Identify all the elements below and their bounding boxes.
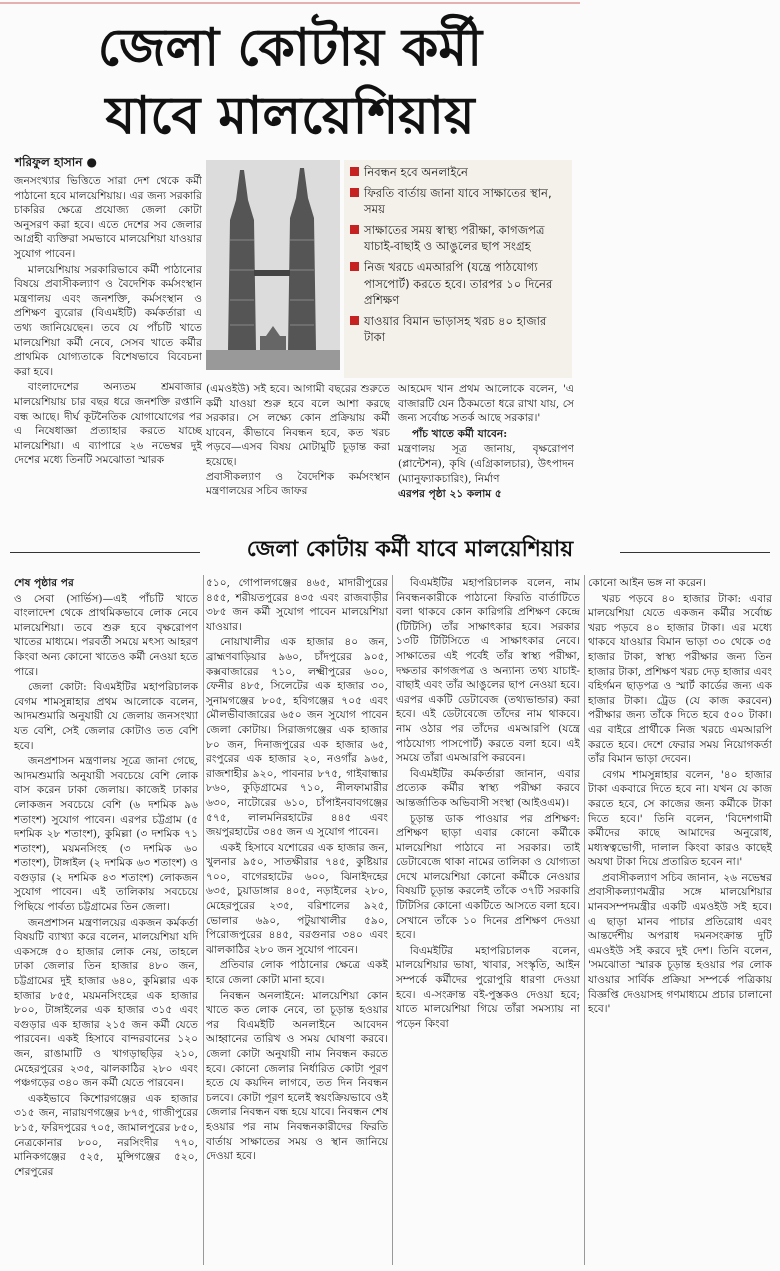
highlight-item: নিজ খরচে এমআরপি (যন্ত্রে পাঠযোগ্য পাসপোর্ট) করতে হবে। তারপর ১০ দিনের প্রশিক্ষণ [348, 259, 568, 309]
article-column-2: (এমওইউ) সই হবে। আগামী বছরের শুরুতে কর্মী যাওয়া শুরু হবে বলে আশা করছে সরকার। সে লক্ষ্যে কোন প্রক্রিয়ায় কর্মী যাবেন, কীভাবে নিবন্ধন হবে, কত খরচ পড়বে—এসব বিষয় মোটামুটি চূড়ান্ত করা হয়েছে। প্রবাসীকল্যাণ ও বৈদেশিক কর্মসংস্থান মন্ত্রণালয়ের সচিব জাফর [206, 383, 390, 498]
petronas-towers-photo [206, 160, 340, 370]
paragraph: চূড়ান্ত ডাক পাওয়ার পর প্রশিক্ষণ: প্রশিক্ষণ ছাড়া এবার কোনো কর্মীকে মালয়েশিয়া পাঠাবে না সরকার। তাই ডেটাবেজে থাকা নামের তালিকা ও যোগ্যতা দেখে মালয়েশিয়া কোনো কর্মীকে নেওয়ার বিষয়টি চূড়ান্ত করলেই তাঁকে ৩৭টি সরকারি টিটিসির কোনো একটিতে আসতে বলা হবে। সেখানে তাঁকে ১০ দিনের প্রশিক্ষণ দেওয়া হবে। [396, 812, 580, 942]
paragraph: ৫১০, গোপালগঞ্জের ৪৬৫, মাদারীপুরের ৪৫৫, শরীয়তপুরের ৪৩৫ এবং রাজবাড়ীর ৩৮৫ জন কর্মী সুযোগ পাবেন মালয়েশিয়া যাওয়ার। [206, 577, 388, 633]
paragraph: বিএমইটির মহাপরিচালক বলেন, মালয়েশিয়ার ভাষা, খাবার, সংস্কৃতি, আইন সম্পর্কে কর্মীদের পুরোপুরি ধারণা দেওয়া হবে। এ-সংক্রান্ত বই-পুস্তকও দেওয়া হবে; যাতে মালয়েশিয়া গিয়ে তাঁরা সমস্যায় না পড়েন কিংবা [396, 944, 580, 1030]
highlights-box [344, 160, 572, 378]
paragraph: প্রবাসীকল্যাণ সচিব জানান, ২৬ নভেম্বর প্রবাসীকল্যাণমন্ত্রীর সঙ্গে মালয়েশিয়ার মানবসম্পদমন্ত্রীর একটি এমওইউ সই হবে। এ ছাড়া মানব পাচার প্রতিরোধ এবং আন্তর্দেশীয় অপরাধ দমনসংক্রান্ত দুটি এমওইউ সই করবে দুই দেশ। তিনি বলেন, 'সমঝোতা স্মারক চূড়ান্ত হওয়ার পর লোক যাওয়ার সার্বিক প্রক্রিয়া সম্পর্কে পত্রিকায় বিজ্ঞপ্তি দেওয়াসহ গণমাধ্যমে প্রচার চালানো হবে।' [588, 871, 772, 1016]
header-rule-right [620, 552, 770, 553]
subheading-five-sectors: পাঁচ খাতে কর্মী যাবেন: [412, 427, 508, 440]
continuation-column-2 [206, 576, 388, 1266]
top-rule [0, 2, 580, 4]
paragraph: প্রতিবার লোক পাঠানোর ক্ষেত্রে একই হারে জেলা কোটা মানা হবে। [206, 959, 388, 987]
continued-on-label: এরপর পৃষ্ঠা ২১ কলাম ৫ [398, 488, 502, 501]
paragraph: নোয়াখালীর এক হাজার ৪০ জন, ব্রাহ্মণবাড়িয়ার ৯৬০, চাঁদপুরের ৯০৫, কক্সবাজারের ৭১০, লক্ষ্মীপুরের ৬০০, ফেনীর ৪৮৫, সিলেটের এক হাজার ৩০, সুনামগঞ্জের ৮০৫, হবিগঞ্জের ৭০৫ এবং মৌলভীবাজারের ৬৫০ জন সুযোগ পাবেন জেলা কোটায়। সিরাজগঞ্জের এক হাজার ৮০ জন, দিনাজপুরের এক হাজার ৬৫, রংপুরের এক হাজার ২০, নওগাঁর ৯৬৫, রাজশাহীর ৯২০, পাবনার ৮৭৫, গাইবান্ধার ৮৬০, কুড়িগ্রামের ৭১০, নীলফামারীর ৬৩০, নাটোরের ৬১০, চাঁপাইনবাবগঞ্জের ৫৭৫, লালমনিরহাটের ৪৪৫ এবং জয়পুরহাটের ৩৪৫ জন এ সুযোগ পাবেন। [206, 636, 388, 839]
paragraph: বিএমইটির মহাপরিচালক বলেন, নাম নিবন্ধনকারীকে পাঠানো ফিরতি বার্তাটিতে বলা থাকবে কোন কারিগরি প্রশিক্ষণ কেন্দ্রে (টিটিসি) তাঁর সাক্ষাৎকার হবে। সরকার ১৩টি টিটিসিতে এ সাক্ষাৎকার নেবে। সাক্ষাতের এই পর্বেই তাঁর স্বাস্থ্য পরীক্ষা, দক্ষতার কাগজপত্র ও অন্যান্য তথ্য যাচাই-বাছাই এবং তাঁর আঙুলের ছাপ নেওয়া হবে। এরপর একটি ডেটাবেজ (তথ্যভান্ডার) করা হবে। এই ডেটাবেজে তাঁদের নাম থাকবে। নাম ওঠার পর তাঁদের এমআরপি (যন্ত্রে পাঠযোগ্য পাসপোর্ট) করতে বলা হবে। এই সময়ে তাঁরা এমআরপি করবেন। [396, 577, 580, 765]
continuation-column-1 [14, 576, 198, 1266]
highlight-item: ফিরতি বার্তায় জানা যাবে সাক্ষাতের স্থান, সময় [348, 185, 568, 218]
from-page-label: শেষ পৃষ্ঠার পর [14, 577, 74, 589]
column-divider [392, 575, 393, 1265]
highlight-item: নিবন্ধন হবে অনলাইনে [348, 164, 568, 181]
continuation-column-4 [588, 576, 772, 1266]
paragraph: বিএমইটির কর্মকর্তারা জানান, এবার প্রত্যেক কর্মীর স্বাস্থ্য পরীক্ষা করবে আন্তর্জাতিক অভিবাসী সংস্থা (আইওএম)। [396, 767, 580, 809]
paragraph: মালয়েশিয়ায় সরকারিভাবে কর্মী পাঠানোর বিষয়ে প্রবাসীকল্যাণ ও বৈদেশিক কর্মসংস্থান মন্ত্রণালয় এবং জনশক্তি, কর্মসংস্থান ও প্রশিক্ষণ ব্যুরোর (বিএমইটি) কর্মকর্তারা এ তথ্য জানিয়েছেন। তবে যে পাঁচটি খাতে মালয়েশিয়া কর্মী নেবে, সেসব খাতে কর্মীর প্রাথমিক যোগ্যতাকে বিশেষভাবে বিবেচনা করা হবে। [14, 263, 202, 378]
article-column-3 [398, 382, 574, 522]
header-rule-left [10, 552, 200, 553]
paragraph: জনপ্রশাসন মন্ত্রণালয় সূত্রে জানা গেছে, আদমশুমারি অনুযায়ী সবচেয়ে বেশি লোক বাস করেন ঢাকা জেলায়। কাজেই ঢাকার লোকজন সবচেয়ে বেশি (৬ দশমিক ৯৬ শতাংশ) সুযোগ পাবেন। এরপর চট্টগ্রাম (৫ দশমিক ২৮ শতাংশ), কুমিল্লা (৩ দশমিক ৭১ শতাংশ), ময়মনসিংহ (৩ দশমিক ৬০ শতাংশ), টাঙ্গাইল (২ দশমিক ৬৩ শতাংশ) ও বগুড়ার (২ দশমিক ৪৩ শতাংশ) লোকজন সুযোগ পাবেন। এই তালিকায় সবচেয়ে পিছিয়ে পার্বত্য চট্টগ্রামের তিন জেলা। [14, 755, 198, 914]
paragraph: একই হিসাবে যশোরের এক হাজার জন, খুলনার ৯৫০, সাতক্ষীরার ৭৪৫, কুষ্টিয়ার ৭০০, বাগেরহাটের ৬০০, ঝিনাইদহের ৬৩৫, চুয়াডাঙ্গার ৪০৫, নড়াইলের ২৮০, মেহেরপুরের ২৩৫, বরিশালের ৯২৫, ভোলার ৬৯০, পটুয়াখালীর ৫৯০, পিরোজপুরের ৪৪৫, বরগুনার ৩৪০ এবং ঝালকাঠির ২৮০ জন সুযোগ পাবেন। [206, 841, 388, 956]
highlight-item: যাওয়ার বিমান ভাড়াসহ খরচ ৪০ হাজার টাকা [348, 313, 568, 346]
paragraph: জনসংখ্যার ভিত্তিতে সারা দেশ থেকে কর্মী পাঠানো হবে মালয়েশিয়ায়। এর জন্য সরকারি চাকরির ক্ষেত্রে প্রযোজ্য জেলা কোটা অনুসরণ করা হবে। এতে দেশের সব জেলার আগ্রহী ব্যক্তিরা সমভাবে মালয়েশিয়া যাওয়ার সুযোগ পাবেন। [14, 175, 202, 260]
highlight-item: সাক্ষাতের সময় স্বাস্থ্য পরীক্ষা, কাগজপত্র যাচাই-বাছাই ও আঙুলের ছাপ সংগ্রহ [348, 222, 568, 255]
paragraph: বাংলাদেশের অন্যতম শ্রমবাজার মালয়েশিয়ায় চার বছর ধরে জনশক্তি রপ্তানি বন্ধ আছে। দীর্ঘ কূটনৈতিক যোগাযোগের পর এ নিষেধাজ্ঞা প্রত্যাহার করতে যাচ্ছে মালয়েশিয়া। এ ব্যাপারে ২৬ নভেম্বর দুই দেশের মধ্যে তিনটি সমঝোতা স্মারক [14, 381, 202, 467]
article-column-1 [14, 174, 202, 520]
paragraph: আহমেদ খান প্রথম আলোকে বলেন, 'এ বাজারটি যেন ঠিকমতো ধরে রাখা যায়, সে জন্য সর্বোচ্চ সতর্ক আছে সরকার।' [398, 383, 574, 425]
paragraph: একইভাবে কিশোরগঞ্জের এক হাজার ৩১৫ জন, নারায়ণগঞ্জের ৮৭৫, গাজীপুরের ৮১৫, ফরিদপুরের ৭০৫, জামালপুরের ৮৫০, নেত্রকোনার ৮০০, নরসিংদীর ৭৭০, মানিকগঞ্জের ৫২৫, মুন্সিগঞ্জের ৫২০, শেরপুরের [14, 1092, 198, 1178]
column-divider [584, 575, 585, 1265]
continuation-header [10, 532, 770, 568]
headline-line-2: যাবে মালয়েশিয়ায় [105, 86, 475, 146]
byline: শরিফুল হাসান ● [15, 155, 98, 169]
paragraph: নিবন্ধন অনলাইনে: মালয়েশিয়া কোন খাতে কত লোক নেবে, তা চূড়ান্ত হওয়ার পর বিএমইটি অনলাইনে আবেদন আহ্বানের তারিখ ও সময় ঘোষণা করবে। জেলা কোটা অনুযায়ী নাম নিবন্ধন করতে হবে। কোনো জেলার নির্ধারিত কোটা পূরণ হতে যে কয়দিন লাগবে, তত দিন নিবন্ধন চলবে। কোটা পূরণ হলেই স্বয়ংক্রিয়ভাবে ওই জেলার নিবন্ধন বন্ধ হয়ে যাবে। নিবন্ধন শেষ হওয়ার পর নাম নিবন্ধনকারীদের ফিরতি বার্তায় সাক্ষাতের সময় ও স্থান জানিয়ে দেওয়া হবে। [206, 989, 388, 1163]
paragraph: ও সেবা (সার্ভিস)—এই পাঁচটি খাতে বাংলাদেশ থেকে প্রাথমিকভাবে লোক নেবে মালয়েশিয়া। তবে শুরু হবে বৃক্ষরোপণ খাতের মাধ্যমে। পরবর্তী সময়ে মৎস্য আহরণ কিংবা অন্য কোনো খাতেও কর্মী নেওয়া হতে পারে। [14, 592, 198, 678]
paragraph: বেগম শামসুন্নাহার বলেন, '৪০ হাজার টাকা একবারে দিতে হবে না। যখন যে কাজ করতে হবে, সে কাজের জন্য কর্মীকে টাকা দিতে হবে।' তিনি বলেন, 'বিদেশগামী কর্মীদের কাছে আমাদের অনুরোধ, মধ্যস্বত্বভোগী, দালাল কিংবা কারও কাছেই অযথা টাকা দিয়ে প্রতারিত হবেন না।' [588, 768, 772, 869]
paragraph: কোনো আইন ভঙ্গ না করেন। [588, 577, 707, 589]
continuation-column-3 [396, 576, 580, 1266]
towers-icon [206, 160, 340, 370]
paragraph: জনপ্রশাসন মন্ত্রণালয়ের একজন কর্মকর্তা বিষয়টি ব্যাখ্যা করে বলেন, মালয়েশিয়া যদি একসঙ্গে ৫০ হাজার লোক নেয়, তাহলে ঢাকা জেলার তিন হাজার ৪৮০ জন, চট্টগ্রামের দুই হাজার ৬৪০, কুমিল্লার এক হাজার ৮৫৫, ময়মনসিংহের এক হাজার ৮০০, টাঙ্গাইলের এক হাজার ৩১৫ এবং বগুড়ার এক হাজার ২১৫ জন কর্মী যেতে পারবেন। একই হিসাবে বান্দরবানের ১২০ জন, রাঙামাটি ও খাগড়াছড়ির ২১০, মেহেরপুরের ২৩৫, ঝালকাঠির ২৮০ এবং পঞ্চগড়ের ৩৪০ জন কর্মী যেতে পারবেন। [14, 916, 198, 1090]
paragraph: খরচ পড়বে ৪০ হাজার টাকা: এবার মালয়েশিয়া যেতে একজন কর্মীর সর্বোচ্চ খরচ পড়বে ৪০ হাজার টাকা। এর মধ্যে থাকবে যাওয়ার বিমান ভাড়া ৩০ থেকে ৩৫ হাজার টাকা, স্বাস্থ্য পরীক্ষার জন্য তিন হাজার টাকা, প্রশিক্ষণ খরচ দেড় হাজার এবং বহির্গমন ছাড়পত্র ও স্মার্ট কার্ডের জন্য এক হাজার টাকা। ট্রেড (যে কাজ করবেন) পরীক্ষার জন্য তাঁকে দিতে হবে ৫০০ টাকা। এর বাইরে প্রার্থীকে নিজ খরচে এমআরপি করতে হবে। দেশে ফেরার সময় নিয়োগকর্তা তাঁর বিমান ভাড়া দেবেন। [588, 592, 772, 766]
paragraph: জেলা কোটা: বিএমইটির মহাপরিচালক বেগম শামসুন্নাহার প্রথম আলোকে বলেন, আদমশুমারি অনুযায়ী যে জেলায় জনসংখ্যা যত বেশি, সেই জেলার কোটাও তত বেশি হবে। [14, 681, 198, 752]
headline-line-1: জেলা কোটায় কর্মী [97, 18, 483, 78]
continuation-title: জেলা কোটায় কর্মী যাবে মালয়েশিয়ায় [246, 537, 574, 562]
highlights-list [344, 160, 572, 346]
headline [20, 14, 560, 150]
column-divider [203, 575, 204, 1265]
paragraph: মন্ত্রণালয় সূত্র জানায়, বৃক্ষরোপণ (প্লান্টেশন), কৃষি (এগ্রিকালচার), উৎপাদন (ম্যানুফ্যাকচারিং), নির্মাণ [398, 443, 574, 485]
